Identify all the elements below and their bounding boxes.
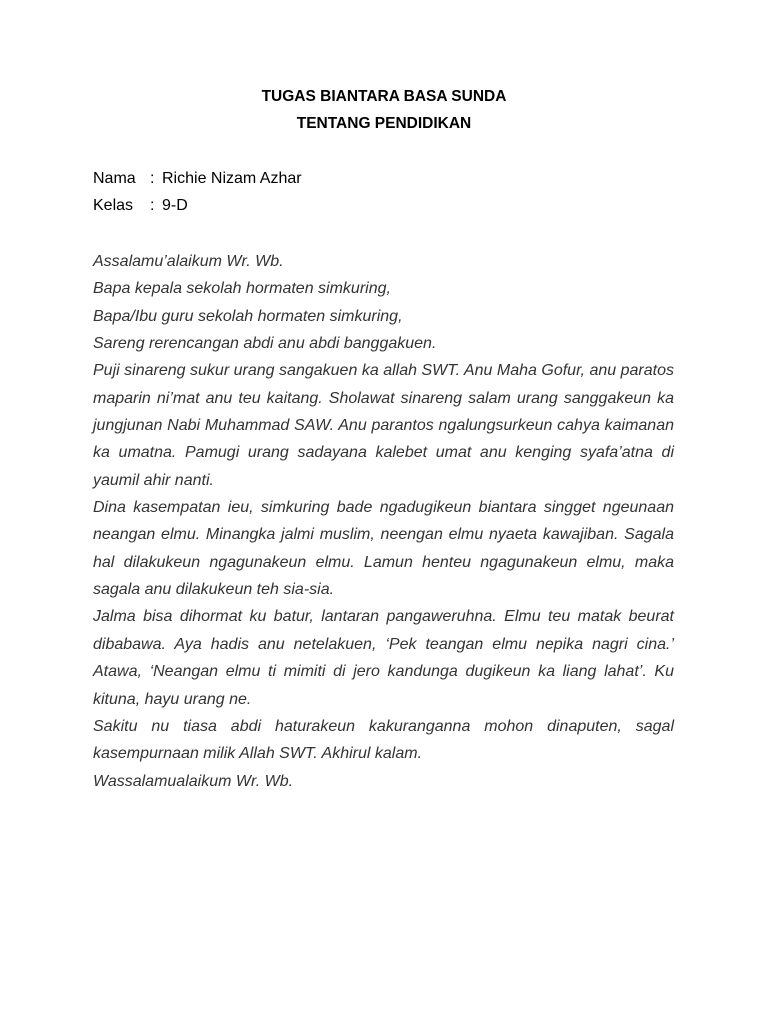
speech-paragraph-4: Sakitu nu tiasa abdi haturakeun kakuranganna mohon dinaputen, sagal kasempurnaan milik Allah SWT. Akhirul kalam. [93, 717, 674, 763]
speech-paragraph-2: Dina kasempatan ieu, simkuring bade ngadugikeun biantara singget ngeunaan neangan elmu. Minangka jalmi muslim, neengan elmu nyaeta kawajiban. Sagala hal dilakukeun ngagunakeun elmu. Lamun henteu ngagunakeun elmu, maka sagala anu dilakukeun teh sia-sia. [93, 499, 674, 599]
speech-closing: Wassalamualaikum Wr. Wb. [93, 772, 294, 790]
speech-opening: Assalamu’alaikum Wr. Wb. [93, 253, 284, 270]
name-value: Richie Nizam Azhar [162, 170, 302, 187]
speech-body [93, 248, 674, 795]
class-label: Kelas [93, 197, 134, 214]
document-subtitle: TENTANG PENDIDIKAN [296, 115, 472, 132]
student-name-row [93, 169, 302, 189]
speech-paragraph-3: Jalma bisa dihormat ku batur, lantaran pangaweruhna. Elmu teu matak beurat dibabawa. Aya hadis anu netelakuen, ‘Pek teangan elmu nepika nagri cina.’ Atawa, ‘Neangan elmu ti mimiti di jero kandunga dugikeun ka liang lahat’. Ku kituna, hayu urang ne. [93, 608, 674, 708]
greeting-friends: Sareng rerencangan abdi anu abdi banggakuen. [93, 335, 437, 353]
class-separator: : [150, 197, 155, 214]
student-class-row [93, 196, 188, 216]
document-title: TUGAS BIANTARA BASA SUNDA [261, 88, 507, 105]
greeting-teachers: Bapa/Ibu guru sekolah hormaten simkuring, [93, 307, 403, 325]
name-label: Nama [93, 170, 136, 187]
speech-paragraph-1: Puji sinareng sukur urang sangakuen ka allah SWT. Anu Maha Gofur, anu paratos maparin ni’mat anu teu kaitang. Sholawat sinareng salam urang sanggakeun ka jungjunan Nabi Muhammad SAW. Anu parantos ngalungsurkeun cahya kaimanan ka umatna. Pamugi urang sadayana kalebet umat anu kenging syafa’atna di yaumil ahir nanti. [93, 362, 674, 489]
name-separator: : [150, 170, 155, 187]
class-value: 9-D [162, 197, 188, 214]
greeting-principal: Bapa kepala sekolah hormaten simkuring, [93, 280, 391, 298]
